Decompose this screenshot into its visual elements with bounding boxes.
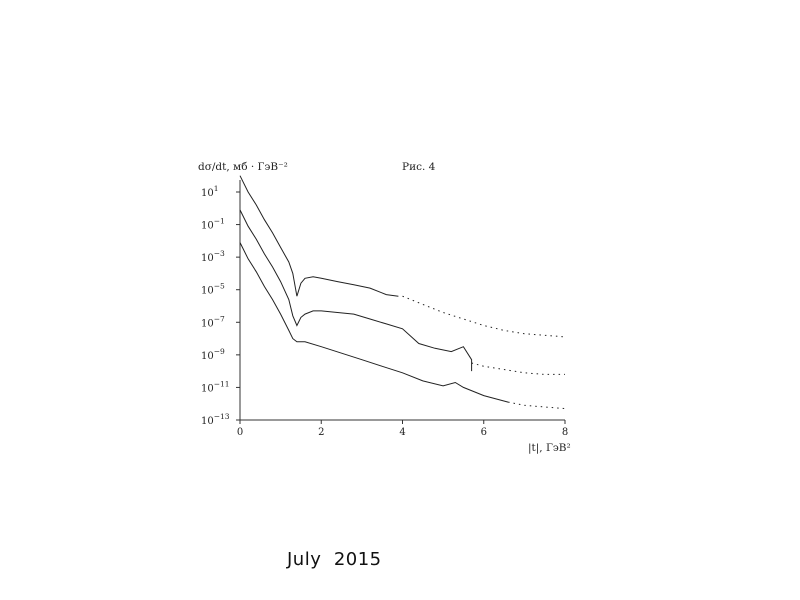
x-axis-label: |t|, ГэВ² xyxy=(528,442,571,454)
y-tick-exponent: −13 xyxy=(213,412,230,421)
series-line-1 xyxy=(240,176,398,297)
y-tick-label xyxy=(201,347,225,362)
series-line-2 xyxy=(240,210,472,371)
series-layer xyxy=(240,176,565,409)
y-tick-base: 10 xyxy=(201,188,214,199)
x-tick-label: 4 xyxy=(399,427,406,438)
y-tick-label xyxy=(201,314,225,329)
y-tick-base: 10 xyxy=(201,416,214,427)
y-tick-label xyxy=(201,282,225,297)
series-line-5-dotted xyxy=(472,363,565,374)
y-tick-label xyxy=(201,412,230,427)
y-tick-base: 10 xyxy=(201,220,214,232)
series-line-4-dotted xyxy=(403,296,566,337)
y-tick-base: 10 xyxy=(201,383,214,395)
y-ticks xyxy=(201,184,240,427)
y-tick-exponent: −7 xyxy=(213,314,225,324)
series-line-3 xyxy=(240,243,508,403)
x-tick-label: 6 xyxy=(480,427,487,438)
y-tick-base: 10 xyxy=(201,318,214,330)
y-tick-base: 10 xyxy=(201,253,214,265)
y-tick-exponent: −11 xyxy=(213,379,230,389)
y-tick-exponent: −3 xyxy=(213,249,225,259)
y-tick-base: 10 xyxy=(201,285,214,297)
y-tick-base: 10 xyxy=(201,350,214,362)
footer-date: July 2015 xyxy=(287,549,382,570)
y-tick-label xyxy=(201,184,219,199)
y-tick-label xyxy=(201,249,225,264)
x-tick-label: 2 xyxy=(318,427,325,438)
y-axis-label: dσ/dt, мб · ГэВ⁻² xyxy=(198,161,288,173)
x-tick-label: 0 xyxy=(236,427,244,438)
y-tick-exponent: −1 xyxy=(213,216,225,226)
series-line-6-dotted xyxy=(508,402,565,409)
y-tick-exponent: −5 xyxy=(213,281,225,291)
y-tick-exponent: 1 xyxy=(213,184,219,193)
y-tick-exponent: −9 xyxy=(213,346,225,356)
y-tick-label xyxy=(201,379,230,394)
y-tick-label xyxy=(201,217,225,232)
x-ticks xyxy=(237,420,568,438)
x-tick-label: 8 xyxy=(561,427,569,438)
chart-title: Рис. 4 xyxy=(402,161,436,173)
